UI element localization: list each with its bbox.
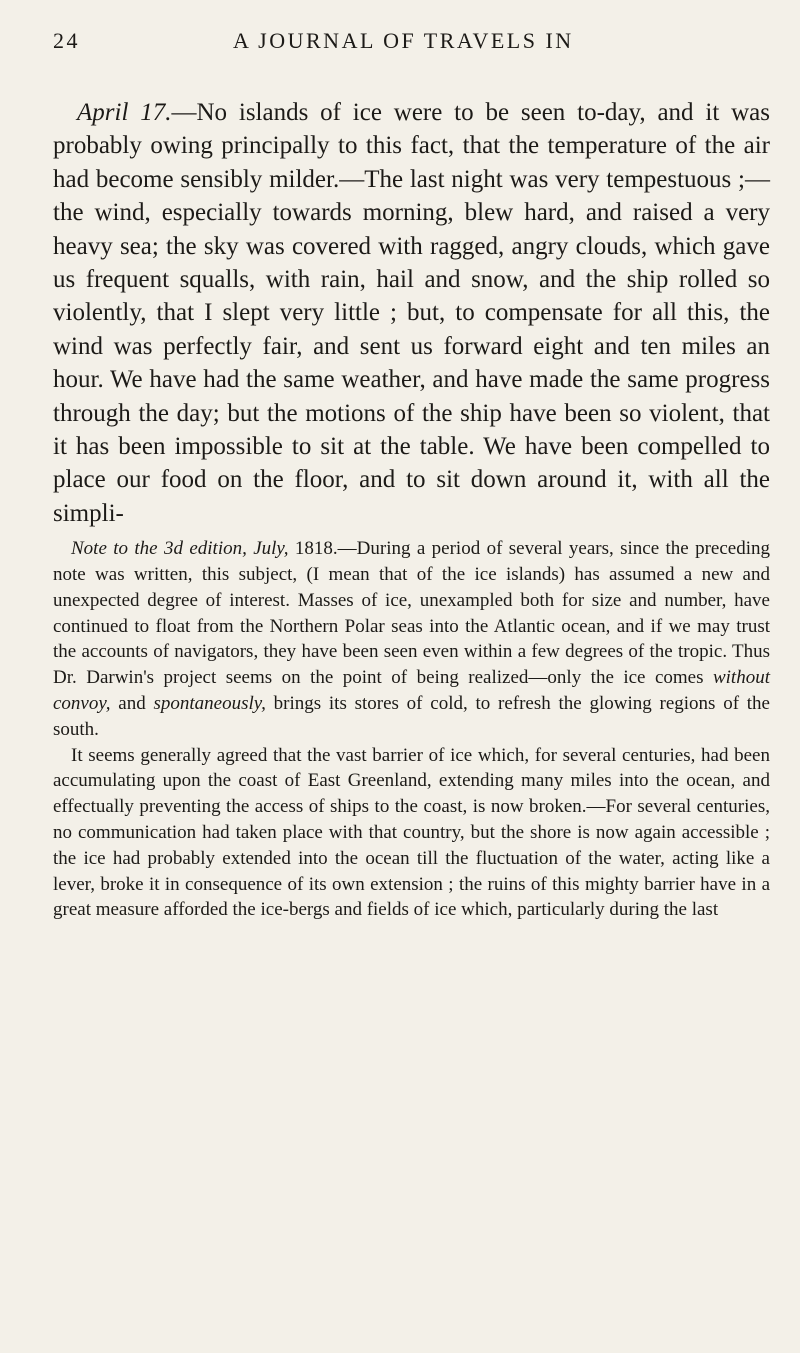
footnote-paragraph-1	[53, 536, 770, 742]
journal-entry	[53, 96, 770, 530]
footnote-text-a: 1818.—During a period of several years, since the preceding note was written, this subject, (I mean that of the ice islands) has assumed a new and unexpected degree of interest. Masses of ice, unexampled both for size and number, have continued to float from the Northern Polar seas into the Atlantic ocean, and if we may trust the accounts of navigators, they have been seen even within a few degrees of the tropic. Thus Dr. Darwin's project seems on the point of being realized—only the ice comes	[53, 538, 770, 689]
footnote-text-b: and	[110, 693, 154, 715]
page-number: 24	[53, 28, 80, 53]
footnote-lead: Note to the 3d edition, July,	[71, 538, 289, 560]
footnote-paragraph-2: It seems generally agreed that the vast barrier of ice which, for several centuries, had been accumulating upon the coast of East Greenland, extending many miles into the ocean, and effectually preventing the access of ships to the coast, is now broken.—For several centuries, no communication had taken place with that country, but the shore is now again accessible ; the ice had probably extended into the ocean till the fluctuation of the water, acting like a lever, broke it in consequence of its own extension ; the ruins of this mighty barrier have in a great measure afforded the ice-bergs and fields of ice which, particularly during the last	[53, 744, 770, 921]
footnote-emphasis-2: spontaneously,	[153, 693, 266, 715]
entry-date: April 17.	[77, 99, 172, 126]
footnote	[53, 536, 770, 923]
running-head	[53, 24, 770, 64]
footnote-emphasis-1: without convoy,	[53, 667, 770, 715]
running-title: A JOURNAL OF TRAVELS IN	[233, 28, 574, 53]
entry-text: —No islands of ice were to be seen to-day, and it was probably owing principally to this fact, that the temperature of the air had become sensibly milder.—The last night was very tempestuous ;—the wind, especially towards morning, blew hard, and raised a very heavy sea; the sky was covered with ragged, angry clouds, which gave us frequent squalls, with rain, hail and snow, and the ship rolled so violently, that I slept very little ; but, to compensate for all this, the wind was perfectly fair, and sent us forward eight and ten miles an hour. We have had the same weather, and have made the same progress through the day; but the motions of the ship have been so violent, that it has been impossible to sit at the table. We have been compelled to place our food on the floor, and to sit down around it, with all the simpli-	[53, 99, 770, 527]
footnote-text-c: brings its stores of cold, to refresh the glowing regions of the south.	[53, 693, 770, 740]
